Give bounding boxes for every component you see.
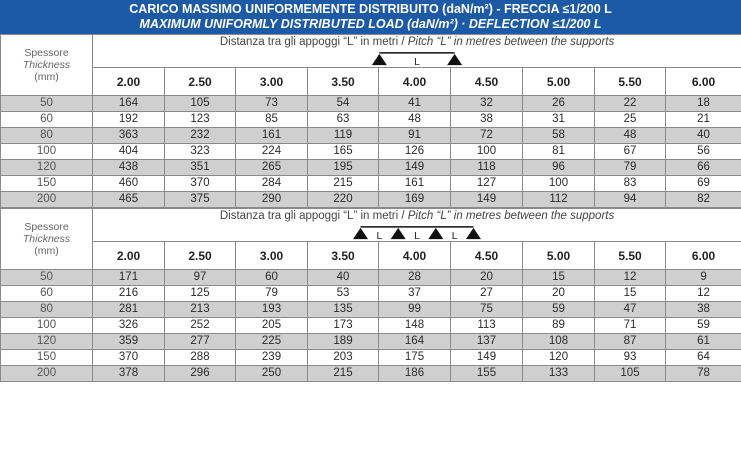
load-value: 25 (595, 112, 666, 128)
load-value: 18 (666, 96, 741, 112)
load-value: 100 (451, 144, 523, 160)
load-value: 215 (308, 366, 379, 382)
load-value: 113 (451, 318, 523, 334)
load-value: 75 (451, 302, 523, 318)
load-value: 281 (93, 302, 165, 318)
load-value: 193 (236, 302, 308, 318)
load-value: 164 (379, 334, 451, 350)
load-value: 60 (236, 270, 308, 286)
load-value: 155 (451, 366, 523, 382)
load-value: 61 (666, 334, 741, 350)
distance-header: 2.00 (93, 242, 165, 270)
load-value: 326 (93, 318, 165, 334)
load-value: 288 (165, 350, 236, 366)
load-value: 38 (451, 112, 523, 128)
load-value: 100 (523, 176, 595, 192)
table-row (1, 350, 741, 366)
load-value: 94 (595, 192, 666, 208)
load-value: 135 (308, 302, 379, 318)
load-value: 87 (595, 334, 666, 350)
thickness-value: 60 (1, 112, 93, 128)
thickness-value: 50 (1, 96, 93, 112)
load-value: 460 (93, 176, 165, 192)
distance-row (1, 242, 741, 270)
thickness-value: 100 (1, 318, 93, 334)
load-table-multi-span (0, 208, 741, 382)
thickness-unit: (mm) (34, 245, 59, 257)
table-row (1, 128, 741, 144)
load-value: 120 (523, 350, 595, 366)
load-value: 67 (595, 144, 666, 160)
load-value: 125 (165, 286, 236, 302)
thickness-value: 80 (1, 302, 93, 318)
title-english: MAXIMUM UNIFORMLY DISTRIBUTED LOAD (daN/m²) · DEFLECTION ≤1/200 L (139, 17, 602, 31)
load-value: 378 (93, 366, 165, 382)
load-value: 149 (451, 192, 523, 208)
load-value: 97 (165, 270, 236, 286)
load-value: 66 (666, 160, 741, 176)
load-value: 213 (165, 302, 236, 318)
load-value: 56 (666, 144, 741, 160)
thickness-value: 60 (1, 286, 93, 302)
load-value: 118 (451, 160, 523, 176)
load-value: 47 (595, 302, 666, 318)
load-value: 12 (666, 286, 741, 302)
load-value: 105 (165, 96, 236, 112)
load-value: 28 (379, 270, 451, 286)
load-value: 85 (236, 112, 308, 128)
load-value: 195 (308, 160, 379, 176)
load-value: 26 (523, 96, 595, 112)
distance-header: 3.50 (308, 242, 379, 270)
load-value: 15 (523, 270, 595, 286)
load-value: 203 (308, 350, 379, 366)
load-value: 133 (523, 366, 595, 382)
load-value: 27 (451, 286, 523, 302)
load-value: 72 (451, 128, 523, 144)
title-italian: CARICO MASSIMO UNIFORMEMENTE DISTRIBUITO (daN/m²) - FRECCIA ≤1/200 L (129, 2, 612, 16)
load-value: 69 (666, 176, 741, 192)
thickness-label-it: Spessore (24, 47, 69, 59)
load-value: 22 (595, 96, 666, 112)
load-value: 186 (379, 366, 451, 382)
load-value: 351 (165, 160, 236, 176)
load-value: 173 (308, 318, 379, 334)
load-value: 290 (236, 192, 308, 208)
distance-header: 4.50 (451, 242, 523, 270)
load-value: 48 (379, 112, 451, 128)
thickness-value: 150 (1, 176, 93, 192)
table-row (1, 270, 741, 286)
load-value: 20 (451, 270, 523, 286)
load-value: 465 (93, 192, 165, 208)
table-title (0, 0, 741, 34)
pitch-header (93, 209, 741, 242)
thickness-header (1, 35, 93, 96)
thickness-header (1, 209, 93, 270)
table-row (1, 192, 741, 208)
load-value: 164 (93, 96, 165, 112)
pitch-label-en: Pitch “L” in metres between the supports (407, 210, 615, 222)
load-value: 82 (666, 192, 741, 208)
load-value: 40 (308, 270, 379, 286)
load-value: 71 (595, 318, 666, 334)
table-row (1, 160, 741, 176)
load-value: 232 (165, 128, 236, 144)
table-row (1, 176, 741, 192)
thickness-value: 200 (1, 366, 93, 382)
load-value: 404 (93, 144, 165, 160)
support-triangle (391, 228, 406, 239)
distance-header: 6.00 (666, 242, 741, 270)
distance-header: 5.00 (523, 242, 595, 270)
single-span-diagram (367, 51, 467, 67)
support-triangle (372, 54, 387, 65)
load-value: 359 (93, 334, 165, 350)
load-value: 149 (379, 160, 451, 176)
load-value: 108 (523, 334, 595, 350)
load-value: 89 (523, 318, 595, 334)
table-row (1, 144, 741, 160)
pitch-label-it: Distanza tra gli appoggi “L” in metri / (219, 210, 408, 222)
load-value: 216 (93, 286, 165, 302)
load-value: 149 (451, 350, 523, 366)
distance-header: 4.50 (451, 68, 523, 96)
load-value: 224 (236, 144, 308, 160)
load-value: 81 (523, 144, 595, 160)
load-value: 78 (666, 366, 741, 382)
pitch-header (93, 35, 741, 68)
load-value: 277 (165, 334, 236, 350)
support-triangle (353, 228, 368, 239)
load-value: 370 (165, 176, 236, 192)
load-value: 79 (595, 160, 666, 176)
load-value: 12 (595, 270, 666, 286)
load-value: 53 (308, 286, 379, 302)
thickness-label-en: Thickness (22, 59, 71, 71)
load-value: 21 (666, 112, 741, 128)
load-value: 105 (595, 366, 666, 382)
load-value: 175 (379, 350, 451, 366)
support-triangle (428, 228, 443, 239)
load-value: 148 (379, 318, 451, 334)
load-value: 220 (308, 192, 379, 208)
load-table-single-span (0, 34, 741, 208)
thickness-label-it: Spessore (24, 221, 69, 233)
distance-header: 5.50 (595, 242, 666, 270)
load-value: 192 (93, 112, 165, 128)
thickness-value: 50 (1, 270, 93, 286)
support-triangle (447, 54, 462, 65)
load-value: 59 (666, 318, 741, 334)
distance-header: 5.50 (595, 68, 666, 96)
load-value: 126 (379, 144, 451, 160)
distance-header: 2.50 (165, 68, 236, 96)
multi-span-diagram (347, 225, 487, 241)
distance-row (1, 68, 741, 96)
load-value: 205 (236, 318, 308, 334)
distance-header: 3.50 (308, 68, 379, 96)
load-value: 161 (379, 176, 451, 192)
table-row (1, 112, 741, 128)
thickness-label-en: Thickness (22, 233, 71, 245)
load-value: 265 (236, 160, 308, 176)
load-value: 63 (308, 112, 379, 128)
load-value: 296 (165, 366, 236, 382)
load-value: 40 (666, 128, 741, 144)
distance-header: 4.00 (379, 242, 451, 270)
table-row (1, 286, 741, 302)
span-label: L (414, 231, 420, 241)
load-value: 58 (523, 128, 595, 144)
load-value: 161 (236, 128, 308, 144)
load-value: 370 (93, 350, 165, 366)
distance-header: 3.00 (236, 68, 308, 96)
thickness-value: 120 (1, 334, 93, 350)
load-value: 15 (595, 286, 666, 302)
load-value: 137 (451, 334, 523, 350)
load-value: 37 (379, 286, 451, 302)
load-value: 83 (595, 176, 666, 192)
load-value: 112 (523, 192, 595, 208)
load-value: 165 (308, 144, 379, 160)
span-label: L (376, 231, 383, 241)
distance-header: 4.00 (379, 68, 451, 96)
load-value: 32 (451, 96, 523, 112)
load-value: 38 (666, 302, 741, 318)
distance-header: 3.00 (236, 242, 308, 270)
table-row (1, 318, 741, 334)
load-value: 91 (379, 128, 451, 144)
load-value: 9 (666, 270, 741, 286)
load-value: 284 (236, 176, 308, 192)
load-value: 79 (236, 286, 308, 302)
pitch-label-it: Distanza tra gli appoggi “L” in metri / (219, 36, 408, 48)
load-value: 127 (451, 176, 523, 192)
thickness-unit: (mm) (34, 71, 59, 83)
thickness-value: 150 (1, 350, 93, 366)
load-value: 225 (236, 334, 308, 350)
load-value: 250 (236, 366, 308, 382)
distance-header: 6.00 (666, 68, 741, 96)
load-value: 20 (523, 286, 595, 302)
table-row (1, 366, 741, 382)
load-value: 375 (165, 192, 236, 208)
load-value: 31 (523, 112, 595, 128)
load-value: 41 (379, 96, 451, 112)
distance-header: 5.00 (523, 68, 595, 96)
load-value: 171 (93, 270, 165, 286)
table-row (1, 302, 741, 318)
load-value: 123 (165, 112, 236, 128)
thickness-value: 200 (1, 192, 93, 208)
load-value: 438 (93, 160, 165, 176)
span-label: L (451, 231, 458, 241)
load-value: 239 (236, 350, 308, 366)
load-value: 73 (236, 96, 308, 112)
table-row (1, 96, 741, 112)
distance-header: 2.50 (165, 242, 236, 270)
load-value: 363 (93, 128, 165, 144)
load-value: 119 (308, 128, 379, 144)
load-value: 93 (595, 350, 666, 366)
thickness-value: 100 (1, 144, 93, 160)
load-value: 64 (666, 350, 741, 366)
thickness-value: 80 (1, 128, 93, 144)
load-value: 48 (595, 128, 666, 144)
load-value: 54 (308, 96, 379, 112)
span-label: L (414, 57, 420, 67)
support-triangle (466, 228, 481, 239)
load-value: 99 (379, 302, 451, 318)
thickness-value: 120 (1, 160, 93, 176)
load-value: 96 (523, 160, 595, 176)
distance-header: 2.00 (93, 68, 165, 96)
load-value: 215 (308, 176, 379, 192)
load-value: 189 (308, 334, 379, 350)
table-row (1, 334, 741, 350)
pitch-label-en: Pitch “L” in metres between the supports (407, 36, 615, 48)
load-value: 59 (523, 302, 595, 318)
load-value: 323 (165, 144, 236, 160)
load-value: 169 (379, 192, 451, 208)
load-value: 252 (165, 318, 236, 334)
